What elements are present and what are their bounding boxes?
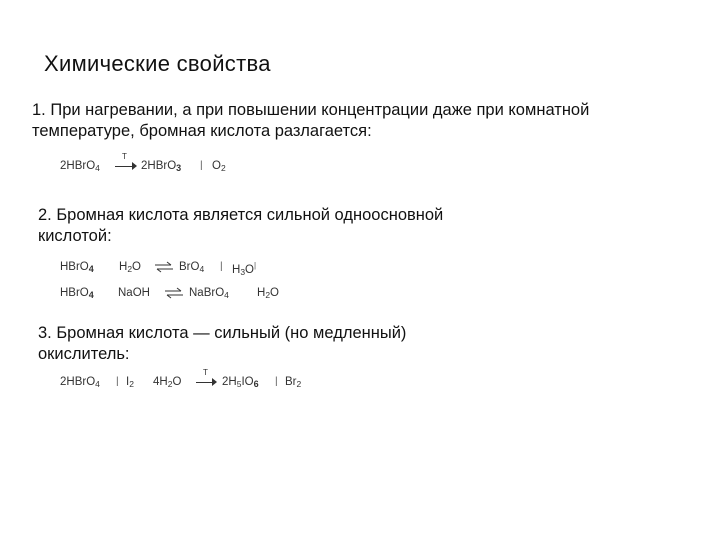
product-br2: $Br_2$	[285, 376, 302, 389]
equilibrium-arrow-icon	[154, 261, 174, 273]
reactant-h2o: $H_2O$	[119, 261, 141, 274]
reactant-naoh: NaOH	[118, 287, 150, 299]
reaction-arrow	[115, 166, 133, 167]
reactant-h2o: $4H_2O$	[153, 376, 182, 389]
plus-sign: |	[275, 376, 278, 387]
property-1-line-1: 1. При нагревании, а при повышении концентрации даже при комнатной	[32, 101, 590, 119]
reaction-arrow	[196, 382, 213, 383]
reactant-hbro4: HBrO4	[60, 261, 94, 274]
reactant-hbro4: 2HBrO$_4$	[60, 376, 100, 389]
equilibrium-arrow-icon	[164, 287, 184, 299]
reactant-hbro4: HBrO4	[60, 287, 94, 300]
property-3-text	[38, 323, 406, 365]
property-2-line-2: кислотой:	[38, 227, 112, 245]
product-bro4: BrO$_4$	[179, 261, 205, 274]
product-nabro4: NaBrO$_4$	[189, 287, 229, 300]
plus-sign: |	[116, 376, 119, 387]
property-2-text	[38, 205, 443, 247]
slide-title: Химические свойства	[44, 51, 271, 76]
property-2-line-1: 2. Бромная кислота является сильной одноосновной	[38, 206, 444, 224]
property-1-text	[32, 100, 589, 142]
temperature-label: T	[203, 368, 208, 377]
property-1-line-2: температуре, бромная кислота разлагается:	[32, 122, 372, 140]
plus-sign: |	[220, 261, 223, 272]
product-o2: $O_2$	[212, 160, 226, 173]
product-h3o: $H_3O^|$	[232, 261, 257, 277]
temperature-label: T	[122, 152, 127, 161]
reactant-i2: $I_2$	[126, 376, 134, 389]
product-h2o: $H_2O$	[257, 287, 279, 300]
property-3-line-1: 3. Бромная кислота — сильный (но медленный)	[38, 324, 407, 342]
reactant-hbro4: 2HBrO$_4$	[60, 160, 100, 173]
arrow-head-icon	[212, 378, 217, 386]
plus-sign: |	[200, 160, 203, 171]
product-h5io6: $2H_5IO6$	[222, 376, 259, 389]
property-3-line-2: окислитель:	[38, 345, 130, 363]
arrow-head-icon	[132, 162, 137, 170]
product-hbro3: 2HBrO3	[141, 160, 182, 173]
